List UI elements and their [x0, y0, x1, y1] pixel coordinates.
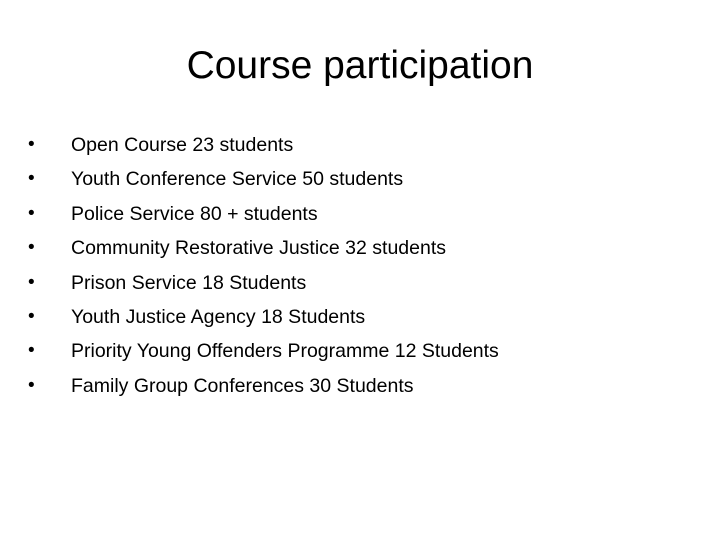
- bullet-icon: •: [28, 271, 35, 293]
- list-item: [28, 334, 688, 368]
- list-item: [28, 197, 688, 231]
- bullet-icon: •: [28, 374, 35, 396]
- bullet-icon: •: [28, 202, 35, 224]
- list-item-text: Family Group Conferences 30 Students: [71, 374, 414, 397]
- list-item-text: Priority Young Offenders Programme 12 Students: [71, 340, 499, 363]
- list-item-text: Prison Service 18 Students: [71, 271, 307, 294]
- bullet-icon: •: [28, 305, 35, 327]
- list-item: [28, 300, 688, 334]
- list-item-text: Police Service 80 + students: [71, 202, 318, 225]
- slide-title: Course participation: [186, 44, 534, 87]
- bullet-icon: •: [28, 168, 35, 190]
- list-item-text: Community Restorative Justice 32 students: [71, 237, 446, 260]
- bullet-icon: •: [28, 134, 35, 155]
- bullet-icon: •: [28, 237, 35, 259]
- list-item: [28, 128, 688, 162]
- list-item-text: Open Course 23 students: [71, 134, 294, 156]
- list-item: [28, 231, 688, 265]
- bullet-list: [28, 128, 688, 403]
- list-item: [28, 266, 688, 300]
- list-item-text: Youth Conference Service 50 students: [71, 168, 404, 191]
- list-item-text: Youth Justice Agency 18 Students: [71, 305, 366, 328]
- bullet-icon: •: [28, 340, 35, 362]
- list-item: [28, 369, 688, 403]
- list-item: [28, 162, 688, 196]
